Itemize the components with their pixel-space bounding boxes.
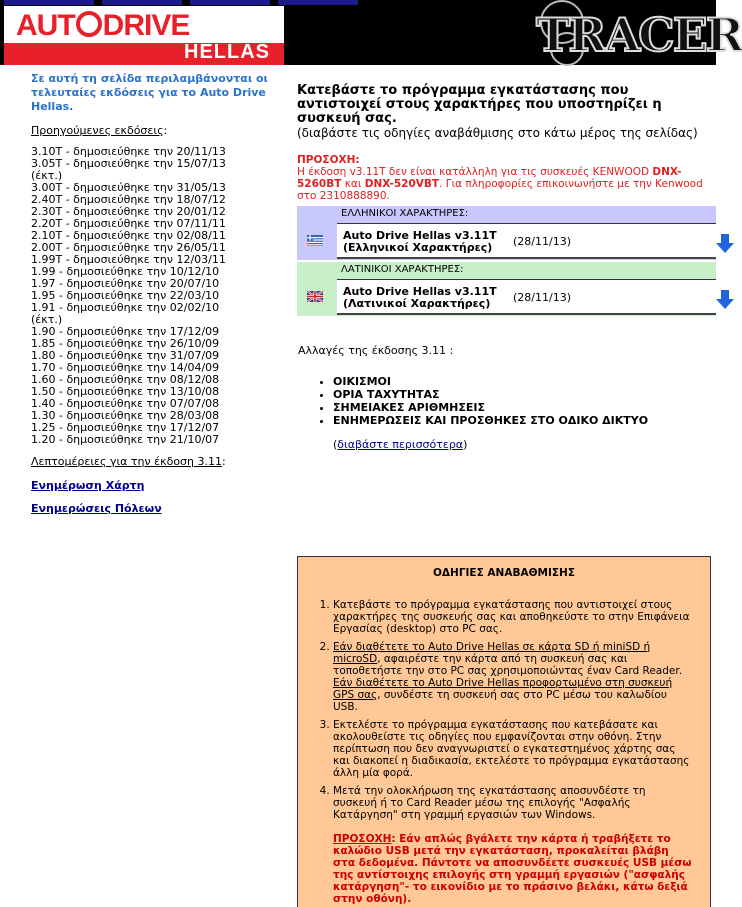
version-entry: 1.25 - δημοσιεύθηκε την 17/12/07: [31, 421, 220, 434]
upgrade-step: [333, 719, 692, 779]
step-warning-label: ΠΡΟΣΟΧΗ: [333, 833, 392, 845]
tracer-logo-text: TRACER: [536, 8, 742, 62]
read-more-paren: (: [333, 438, 338, 451]
top-nav-link[interactable]: [102, 0, 182, 5]
logo-drive-text: DRIVE: [102, 9, 190, 42]
version-entry: 3.00T - δημοσιεύθηκε την 31/05/13: [31, 181, 226, 194]
sidebar-intro: Σε αυτή τη σελίδα περιλαμβάνονται οι τελευταίες εκδόσεις για το Auto Drive Hellas.: [31, 72, 268, 113]
warning-contact: . Για πληροφορίες επικοινωνήστε με την Kenwood στο 2310888890.: [297, 178, 703, 202]
warning-model: DNX-5260BT: [297, 166, 682, 190]
top-nav-link[interactable]: [278, 0, 358, 5]
warning-and: και: [341, 178, 365, 190]
city-updates-link[interactable]: Ενημερώσεις Πόλεων: [31, 502, 162, 515]
version-entry: 1.80 - δημοσιεύθηκε την 31/07/09: [31, 349, 220, 362]
previous-versions-list: [31, 146, 271, 446]
warning-text: Η έκδοση v3.11T δεν είναι κατάλληλη για τις συσκευές KENWOOD: [297, 166, 653, 178]
version-entry: 1.40 - δημοσιεύθηκε την 07/07/08: [31, 397, 220, 410]
version-entry: 1.91 - δημοσιεύθηκε την 02/02/10: [31, 301, 220, 314]
change-item: • ΟΙΚΙΣΜΟΙ: [333, 375, 716, 388]
download-charset: (Λατινικοί Χαρακτήρες): [343, 297, 491, 310]
download-date: (28/11/13): [513, 235, 571, 248]
download-arrow-icon[interactable]: [714, 232, 736, 254]
main-content: [297, 84, 716, 202]
previous-versions-heading: [31, 124, 271, 137]
version-entry: 3.05T - δημοσιεύθηκε την 15/07/13: [31, 157, 226, 170]
version-entry: 2.00T - δημοσιεύθηκε την 26/05/11: [31, 241, 226, 254]
greek-flag-icon: [307, 235, 323, 246]
upgrade-step: [333, 599, 692, 635]
upgrade-instructions-title: ΟΔΗΓΙΕΣ ΑΝΑΒΑΘΜΙΣΗΣ: [432, 567, 576, 579]
step-text: Κατεβάστε το πρόγραμμα εγκατάστασης που αντιστοιχεί στους χαρακτήρες της συσκευής σας και αποθηκεύστε το στην Επιφάνεια Εργασίας (desktop) στο PC σας.: [333, 599, 690, 635]
version-entry: 2.40T - δημοσιεύθηκε την 18/07/12: [31, 193, 226, 206]
download-charset: (Ελληνικοί Χαρακτήρες): [343, 241, 493, 254]
read-more-paren: ): [463, 438, 468, 451]
change-item: • ΕΝΗΜΕΡΩΣΕΙΣ ΚΑΙ ΠΡΟΣΘΗΚΕΣ ΣΤΟ ΟΔΙΚΟ ΔΙΚΤΥΟ: [333, 414, 716, 427]
download-item[interactable]: [337, 279, 716, 315]
version-entry: 1.97 - δημοσιεύθηκε την 20/07/10: [31, 277, 220, 290]
changes-title: Αλλαγές της έκδοσης 3.11 :: [298, 344, 454, 357]
map-update-link[interactable]: Ενημέρωση Χάρτη: [31, 479, 145, 492]
upgrade-steps: [298, 599, 692, 905]
version-entry: 2.30T - δημοσιεύθηκε την 20/01/12: [31, 205, 226, 218]
step-text: , αφαιρέστε την κάρτα από τη συσκευή σας και τοποθετήστε την στο PC σας χρησιμοποιώντας έναν Card Reader.: [333, 653, 683, 677]
download-headline: Κατεβάστε το πρόγραμμα εγκατάστασης που αντιστοιχεί στους χαρακτήρες που υποστηρίζει η συσκευή σας.: [297, 83, 662, 126]
logo-hellas-text: HELLAS: [184, 41, 270, 63]
version-entry: 1.30 - δημοσιεύθηκε την 28/03/08: [31, 409, 220, 422]
details-heading: [31, 455, 271, 468]
download-date: (28/11/13): [513, 291, 571, 304]
step-text: Μετά την ολοκλήρωση της εγκατάστασης αποσυνδέστε τη συσκευή ή το Card Reader μέσω της επιλογής "Ασφαλής Κατάργηση" στη γραμμή εργασιών των Windows.: [333, 785, 646, 821]
download-title: Auto Drive Hellas v3.11T: [343, 229, 497, 242]
read-more: [333, 438, 716, 451]
version-entry: 1.99 - δημοσιεύθηκε την 10/12/10: [31, 265, 220, 278]
logo-autodrive-text: [16, 9, 189, 43]
upgrade-step: [333, 785, 692, 905]
left-sidebar: [31, 72, 271, 515]
warning-model: DNX-520VBT: [364, 178, 440, 190]
version-entry: 2.10T - δημοσιεύθηκε την 02/08/11: [31, 229, 226, 242]
tracer-logo: [534, 6, 742, 65]
version-entry: 1.90 - δημοσιεύθηκε την 17/12/09: [31, 325, 220, 338]
latin-download-box: [297, 262, 716, 316]
download-category-label: ΕΛΛΗΝΙΚΟΙ ΧΑΡΑΚΤΗΡΕΣ:: [341, 208, 469, 219]
warning-label: ΠΡΟΣΟΧΗ:: [297, 154, 360, 166]
changes-section: [298, 344, 716, 451]
read-more-link[interactable]: διαβάστε περισσότερα: [337, 438, 464, 451]
top-nav-link[interactable]: [190, 0, 270, 5]
download-name: [343, 286, 497, 310]
details-title: Λεπτομέρειες για την έκδοση 3.11: [31, 455, 222, 468]
kenwood-warning: [297, 154, 716, 202]
logo-auto-text: AUT: [16, 9, 75, 42]
step-condition: Εάν διαθέτετε το Auto Drive Hellas σε κάρτα SD ή miniSD ή microSD: [333, 641, 651, 665]
version-entry: (έκτ.): [31, 313, 63, 326]
step-text: , συνδέστε τη συσκευή σας στο PC μέσω του καλωδίου USB.: [333, 689, 667, 713]
change-item: • ΣΗΜΕΙΑΚΕΣ ΑΡΙΘΜΗΣΕΙΣ: [333, 401, 716, 414]
download-item[interactable]: [337, 223, 716, 259]
download-arrow-icon[interactable]: [714, 288, 736, 310]
download-subhead: (διαβάστε τις οδηγίες αναβάθμισης στο κάτω μέρος της σελίδας): [297, 126, 698, 140]
step-condition: Εάν διαθέτετε το Auto Drive Hellas προφορτωμένο στη συσκευή GPS σας: [333, 677, 673, 701]
step-text: Εκτελέστε το πρόγραμμα εγκατάστασης που κατεβάσατε και ακολουθείστε τις οδηγίες που εμφανίζονται στην οθόνη. Στην περίπτωση που δεν αναγνωριστεί ο εγκατεστημένος χάρτης σας και διακοπεί η διαδικασία, εκτελέστε το πρόγραμμα εγκατάστασης άλλη μία φορά.: [333, 719, 690, 779]
previous-versions-title: Προηγούμενες εκδόσεις: [31, 124, 164, 137]
uk-flag-icon: [307, 291, 323, 302]
version-entry: 1.99T - δημοσιεύθηκε την 12/03/11: [31, 253, 226, 266]
version-entry: 1.85 - δημοσιεύθηκε την 26/10/09: [31, 337, 220, 350]
download-name: [343, 230, 497, 254]
version-entry: 2.20T - δημοσιεύθηκε την 07/11/11: [31, 217, 226, 230]
autodrive-hellas-logo[interactable]: [4, 6, 284, 65]
version-entry: 1.95 - δημοσιεύθηκε την 22/03/10: [31, 289, 220, 302]
details-colon: :: [221, 455, 226, 468]
logo-o-ring: [76, 11, 102, 37]
version-entry: (έκτ.): [31, 169, 63, 182]
version-entry: 1.60 - δημοσιεύθηκε την 08/12/08: [31, 373, 220, 386]
version-entry: 1.70 - δημοσιεύθηκε την 14/04/09: [31, 361, 220, 374]
download-category-label: ΛΑΤΙΝΙΚΟΙ ΧΑΡΑΚΤΗΡΕΣ:: [341, 264, 464, 275]
step-warning-text: : Εάν απλώς βγάλετε την κάρτα ή τραβήξετε το καλώδιο USB μετά την εγκατάσταση, προκαλείται βλάβη στα δεδομένα. Πάντοτε να αποσυνδέετε συσκευές USB μέσω της αντίστοιχης επιλογής στη γραμμή εργασιών ("ασφαλής κατάργηση"- το εικονίδιο με το πράσινο βελάκι, κάτω δεξιά στην οθόνη).: [333, 833, 692, 905]
upgrade-instructions-box: [297, 556, 711, 907]
previous-versions-colon: :: [163, 124, 168, 137]
download-title: Auto Drive Hellas v3.11T: [343, 285, 497, 298]
version-entry: 3.10T - δημοσιεύθηκε την 20/11/13: [31, 145, 226, 158]
top-nav-link[interactable]: [4, 0, 94, 5]
greek-download-box: [297, 206, 716, 260]
site-header: [0, 6, 742, 65]
change-item: • ΟΡΙΑ ΤΑΧΥΤΗΤΑΣ: [333, 388, 716, 401]
version-entry: 1.50 - δημοσιεύθηκε την 13/10/08: [31, 385, 220, 398]
version-entry: 1.20 - δημοσιεύθηκε την 21/10/07: [31, 433, 220, 446]
upgrade-step: [333, 641, 692, 713]
changes-list: [298, 375, 716, 427]
